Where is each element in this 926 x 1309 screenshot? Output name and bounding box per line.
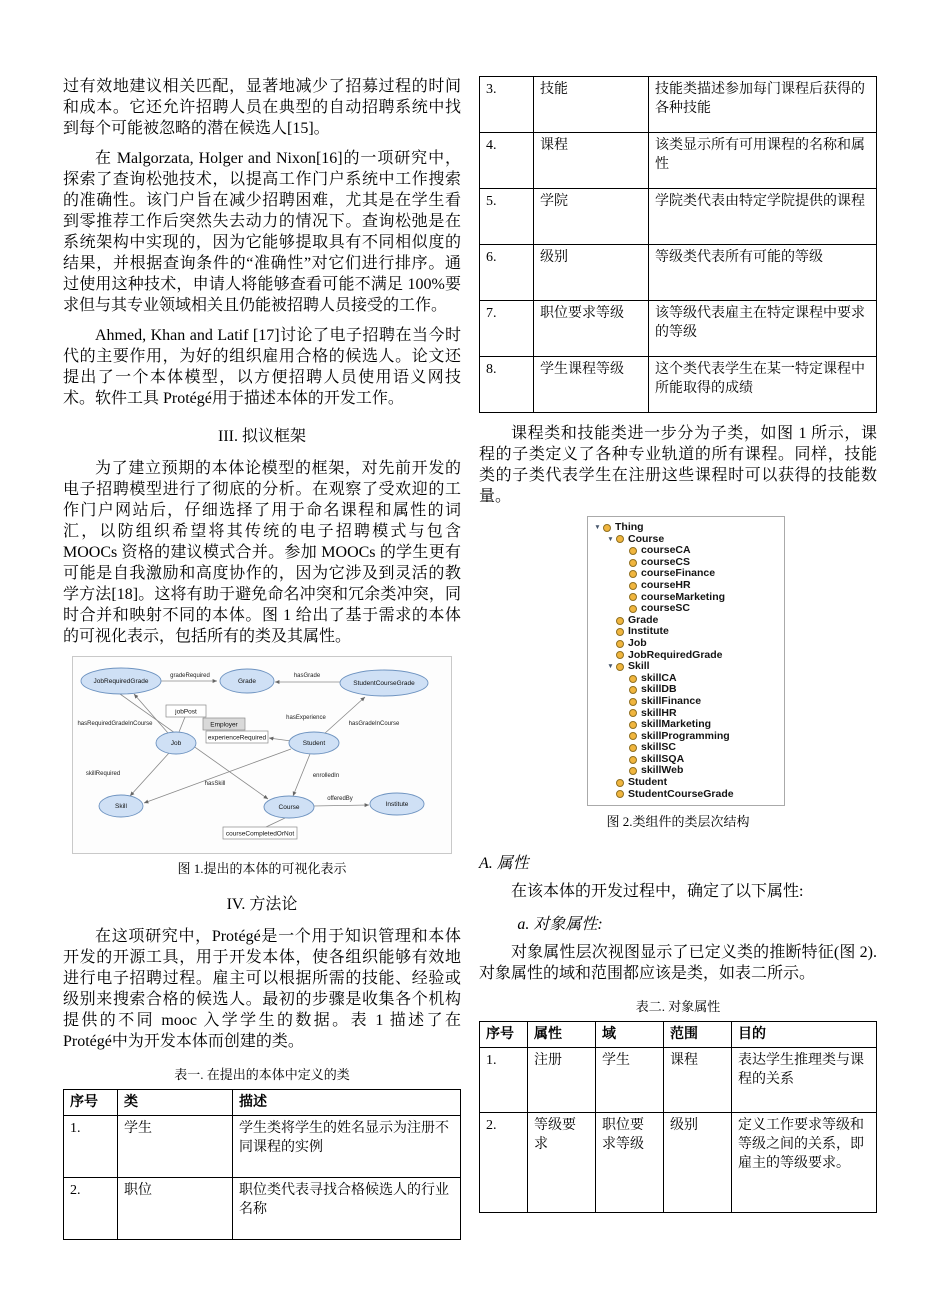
table-row bbox=[480, 77, 877, 133]
cell-property: 等级要求 bbox=[528, 1113, 596, 1213]
tree-node bbox=[590, 673, 782, 685]
tree-node bbox=[590, 789, 782, 801]
class-icon bbox=[629, 547, 637, 555]
ontology-diagram-svg bbox=[73, 657, 451, 853]
table-row bbox=[480, 1048, 877, 1113]
table-row bbox=[64, 1116, 461, 1178]
class-icon bbox=[629, 582, 637, 590]
edge-course-courseCompletedOrNot bbox=[266, 818, 285, 827]
cell-number: 6. bbox=[480, 245, 534, 301]
edge-label: hasGradeInCourse bbox=[348, 721, 400, 727]
class-label: skillHR bbox=[641, 706, 677, 719]
cell-desc: 技能类描述参加每门课程后获得的各种技能 bbox=[649, 77, 877, 133]
edge-label: hasExperience bbox=[286, 715, 326, 721]
cell-domain: 职位要求等级 bbox=[596, 1113, 664, 1213]
edge-skillRequired bbox=[130, 753, 169, 796]
class-label: Student bbox=[628, 776, 668, 789]
edge-label: enrolledIn bbox=[312, 773, 340, 779]
cell-class: 学院 bbox=[534, 189, 649, 245]
class-label: StudentCourseGrade bbox=[628, 787, 734, 800]
class-icon bbox=[616, 640, 624, 648]
cell-range: 级别 bbox=[664, 1113, 732, 1213]
box-label: jobPost bbox=[175, 708, 197, 716]
paragraph-properties-intro: 在该本体的开发过程中，确定了以下属性: bbox=[511, 883, 804, 901]
class-icon bbox=[616, 790, 624, 798]
tree-node bbox=[590, 615, 782, 627]
figure2-caption: 图 2.类组件的类层次结构 bbox=[606, 814, 750, 830]
tree-node bbox=[590, 650, 782, 662]
table-row bbox=[480, 189, 877, 245]
class-icon bbox=[629, 767, 637, 775]
edge-hasGradeInCourse bbox=[324, 697, 365, 734]
cell-desc: 该类显示所有可用课程的名称和属性 bbox=[649, 133, 877, 189]
class-icon bbox=[616, 628, 624, 636]
edge-offeredBy bbox=[313, 805, 369, 806]
cell-domain: 学生 bbox=[596, 1048, 664, 1113]
class-icon bbox=[616, 617, 624, 625]
cell-desc: 等级类代表所有可能的等级 bbox=[649, 245, 877, 301]
class-icon bbox=[629, 570, 637, 578]
edge-label: hasSkill bbox=[204, 781, 226, 787]
class-icon bbox=[616, 651, 624, 659]
cell-desc: 学生类将学生的姓名显示为注册不同课程的实例 bbox=[233, 1116, 461, 1178]
box-label: courseCompletedOrNot bbox=[225, 830, 295, 838]
expander-icon: ▼ bbox=[594, 524, 601, 531]
box-label: experienceRequired bbox=[207, 734, 267, 742]
cell-desc: 学院类代表由特定学院提供的课程 bbox=[649, 189, 877, 245]
class-label: skillSQA bbox=[641, 752, 685, 765]
col-header-range: 范围 bbox=[664, 1022, 732, 1048]
class-icon bbox=[603, 524, 611, 532]
col-header-number: 序号 bbox=[480, 1022, 528, 1048]
class-label: courseCS bbox=[641, 555, 691, 568]
class-icon bbox=[629, 675, 637, 683]
figure1-caption: 图 1.提出的本体的可视化表示 bbox=[177, 861, 347, 876]
subsection-heading-properties: A. 属性 bbox=[479, 855, 529, 873]
cell-class: 技能 bbox=[534, 77, 649, 133]
edge-job-jobpost bbox=[179, 717, 185, 732]
cell-desc: 该等级代表雇主在特定课程中要求的等级 bbox=[649, 301, 877, 357]
section-heading-proposed-framework: III. 拟议框架 bbox=[218, 428, 306, 445]
tree-node bbox=[590, 754, 782, 766]
figure-class-hierarchy bbox=[587, 516, 785, 806]
class-label: Course bbox=[628, 532, 665, 545]
cell-number: 1. bbox=[64, 1116, 118, 1178]
class-icon bbox=[629, 686, 637, 694]
cell-desc: 职位类代表寻找合格候选人的行业名称 bbox=[233, 1178, 461, 1240]
cell-class: 职位要求等级 bbox=[534, 301, 649, 357]
cell-purpose: 表达学生推理类与课程的关系 bbox=[732, 1048, 877, 1113]
col-header-property: 属性 bbox=[528, 1022, 596, 1048]
class-icon bbox=[629, 709, 637, 717]
col-header-domain: 域 bbox=[596, 1022, 664, 1048]
edge-label: skillRequired bbox=[85, 771, 121, 777]
col-header-purpose: 目的 bbox=[732, 1022, 877, 1048]
class-label: Job bbox=[628, 636, 647, 649]
class-icon bbox=[629, 698, 637, 706]
class-icon bbox=[629, 721, 637, 729]
cell-class: 课程 bbox=[534, 133, 649, 189]
table-row bbox=[480, 301, 877, 357]
table1-caption: 表一. 在提出的本体中定义的类 bbox=[174, 1067, 350, 1082]
class-icon bbox=[616, 779, 624, 787]
tree-node bbox=[590, 719, 782, 731]
classes-table-continued bbox=[479, 76, 877, 413]
tree-node bbox=[590, 661, 782, 673]
node-label: Grade bbox=[237, 678, 257, 685]
class-hierarchy-tree bbox=[590, 522, 782, 800]
expander-icon: ▼ bbox=[607, 535, 614, 543]
class-label: skillWeb bbox=[641, 764, 684, 777]
cell-property: 注册 bbox=[528, 1048, 596, 1113]
class-label: Thing bbox=[615, 521, 644, 533]
cell-class: 职位 bbox=[118, 1178, 233, 1240]
class-label: skillProgramming bbox=[641, 729, 730, 742]
diagram-edges bbox=[120, 681, 369, 827]
class-label: Skill bbox=[628, 660, 650, 673]
figure-ontology-diagram bbox=[72, 656, 452, 854]
table-header-row bbox=[64, 1090, 461, 1116]
col-header-number: 序号 bbox=[64, 1090, 118, 1116]
paragraph-recruitment-matching: 过有效地建议相关匹配，显著地减少了招募过程的时间和成本。它还允许招聘人员在典型的自动招聘系统中找到每个可能被忽略的潜在候选人[15]。 bbox=[63, 78, 461, 137]
expander-icon: ▼ bbox=[607, 663, 614, 671]
cell-desc: 这个类代表学生在某一特定课程中所能取得的成绩 bbox=[649, 357, 877, 413]
class-label: skillSC bbox=[641, 741, 677, 754]
right-column bbox=[479, 76, 877, 1213]
tree-node bbox=[590, 522, 782, 534]
table-row bbox=[480, 245, 877, 301]
cell-class: 学生 bbox=[118, 1116, 233, 1178]
section-heading-methodology: IV. 方法论 bbox=[226, 896, 298, 913]
paragraph-object-properties: 对象属性层次视图显示了已定义类的推断特征(图 2). 对象属性的域和范围都应该是类，如表二所示。 bbox=[479, 944, 877, 983]
node-label: Skill bbox=[115, 803, 127, 810]
edge-label: gradeRequired bbox=[170, 673, 210, 679]
tree-node bbox=[590, 742, 782, 754]
node-label: StudentCourseGrade bbox=[353, 680, 415, 687]
class-label: courseSC bbox=[641, 602, 691, 615]
table-row bbox=[64, 1178, 461, 1240]
cell-number: 7. bbox=[480, 301, 534, 357]
class-label: courseHR bbox=[641, 578, 691, 591]
classes-table bbox=[63, 1089, 461, 1240]
class-label: skillFinance bbox=[641, 694, 702, 707]
table-row bbox=[480, 1113, 877, 1213]
table-row bbox=[480, 357, 877, 413]
table2-caption: 表二. 对象属性 bbox=[635, 999, 721, 1015]
paragraph-ahmed-khan-latif: Ahmed, Khan and Latif [17]讨论了电子招聘在当今时代的主要作用，为好的组织雇用合格的候选人。论文还提出了一个本体模型，以方便招聘人员使用语义网技术。软件工具 Protégé用于描述本体的开发工作。 bbox=[63, 327, 461, 407]
cell-number: 8. bbox=[480, 357, 534, 413]
class-label: Grade bbox=[628, 613, 659, 626]
edge-enrolledIn bbox=[293, 754, 310, 796]
cell-number: 5. bbox=[480, 189, 534, 245]
table-header-row bbox=[480, 1022, 877, 1048]
class-label: Institute bbox=[628, 625, 669, 638]
cell-number: 3. bbox=[480, 77, 534, 133]
cell-purpose: 定义工作要求等级和等级之间的关系，即雇主的等级要求。 bbox=[732, 1113, 877, 1213]
node-label: Institute bbox=[385, 801, 409, 808]
edge-hasExperience bbox=[269, 738, 291, 741]
diagram-boxes bbox=[166, 705, 297, 839]
paragraph-subclasses: 课程类和技能类进一步分为子类，如图 1 所示，课程的子类定义了各种专业轨道的所有课程。同样，技能类的子类代表学生在注册这些课程时可以获得的技能数量。 bbox=[479, 425, 877, 505]
box-label: Employer bbox=[210, 721, 238, 729]
left-column bbox=[63, 76, 461, 1240]
class-label: courseFinance bbox=[641, 567, 716, 580]
tree-node bbox=[590, 765, 782, 777]
edge-label: offeredBy bbox=[327, 796, 353, 802]
node-label: Job bbox=[170, 740, 182, 747]
edge-job-jobrequiredgrade bbox=[134, 694, 168, 733]
class-label: courseCA bbox=[641, 544, 691, 557]
cell-number: 4. bbox=[480, 133, 534, 189]
cell-number: 1. bbox=[480, 1048, 528, 1113]
paragraph-methodology: 在这项研究中，Protégé是一个用于知识管理和本体开发的开源工具，用于开发本体，使各组织能够有效地进行电子招聘过程。雇主可以根据所需的技能、经验或级别来搜索合格的候选人。最初的步骤是收集各个机构提供的不同 mooc 入学学生的数据。表 1 描述了在 Protégé中为开发本体而创建的类。 bbox=[63, 928, 461, 1050]
class-icon bbox=[616, 663, 624, 671]
tree-node bbox=[590, 731, 782, 743]
col-header-desc: 描述 bbox=[233, 1090, 461, 1116]
class-label: skillMarketing bbox=[641, 718, 712, 731]
class-icon bbox=[629, 605, 637, 613]
object-properties-table bbox=[479, 1021, 877, 1213]
tree-node bbox=[590, 638, 782, 650]
edge-hasSkill bbox=[144, 749, 291, 803]
edge-label: hasGrade bbox=[293, 673, 321, 679]
table-row bbox=[480, 133, 877, 189]
class-label: JobRequiredGrade bbox=[628, 648, 723, 661]
class-label: skillCA bbox=[641, 671, 677, 684]
node-label: JobRequiredGrade bbox=[93, 678, 149, 685]
node-label: Student bbox=[302, 740, 326, 747]
cell-number: 2. bbox=[64, 1178, 118, 1240]
class-icon bbox=[616, 535, 624, 543]
node-label: Course bbox=[278, 804, 300, 811]
tree-node bbox=[590, 580, 782, 592]
tree-node bbox=[590, 603, 782, 615]
class-icon bbox=[629, 593, 637, 601]
class-icon bbox=[629, 732, 637, 740]
class-icon bbox=[629, 756, 637, 764]
class-label: skillDB bbox=[641, 683, 677, 696]
paragraph-query-relaxation: 在 Malgorzata, Holger and Nixon[16]的一项研究中，探索了查询松弛技术，以提高工作门户系统中工作搜索的准确性。该门户旨在减少招聘困难，尤其是在学生看到零推荐工作后突然失去动力的情况下。查询松弛是在系统架构中实现的，因为它能够提取具有不同相似度的结果，并根据查询条件的“准确性”对它们进行排序。通过使用这种技术，申请人将能够查看可能不满足 100%要求但与其专业领域相关且仍能被招聘人员接受的工作。 bbox=[63, 150, 461, 314]
cell-class: 学生课程等级 bbox=[534, 357, 649, 413]
cell-range: 课程 bbox=[664, 1048, 732, 1113]
tree-node bbox=[590, 696, 782, 708]
class-label: courseMarketing bbox=[641, 590, 726, 603]
cell-class: 级别 bbox=[534, 245, 649, 301]
tree-node bbox=[590, 777, 782, 789]
class-icon bbox=[629, 744, 637, 752]
class-icon bbox=[629, 559, 637, 567]
subsubsection-heading-object-properties: a. 对象属性: bbox=[517, 916, 603, 934]
cell-number: 2. bbox=[480, 1113, 528, 1213]
col-header-class: 类 bbox=[118, 1090, 233, 1116]
edge-label: hasRequiredGradeInCourse bbox=[77, 721, 153, 727]
tree-node bbox=[590, 626, 782, 638]
paragraph-framework: 为了建立预期的本体论模型的框架，对先前开发的电子招聘模型进行了彻底的分析。在观察了受欢迎的工作门户网站后，仔细选择了用于命名课程和属性的词汇，以防组织希望将其传统的电子招聘模式与包含 MOOCs 资格的建议模式合并。参加 MOOCs 的学生更有可能是自我激励和高度协作的，因为它涉及到灵活的教学方法[18]。这将有助于避免命名冲突和冗余类冲突，同时合并和映射不同的本体。图 1 给出了基于需求的本体的可视化表示，包括所有的类及其属性。 bbox=[63, 460, 461, 645]
